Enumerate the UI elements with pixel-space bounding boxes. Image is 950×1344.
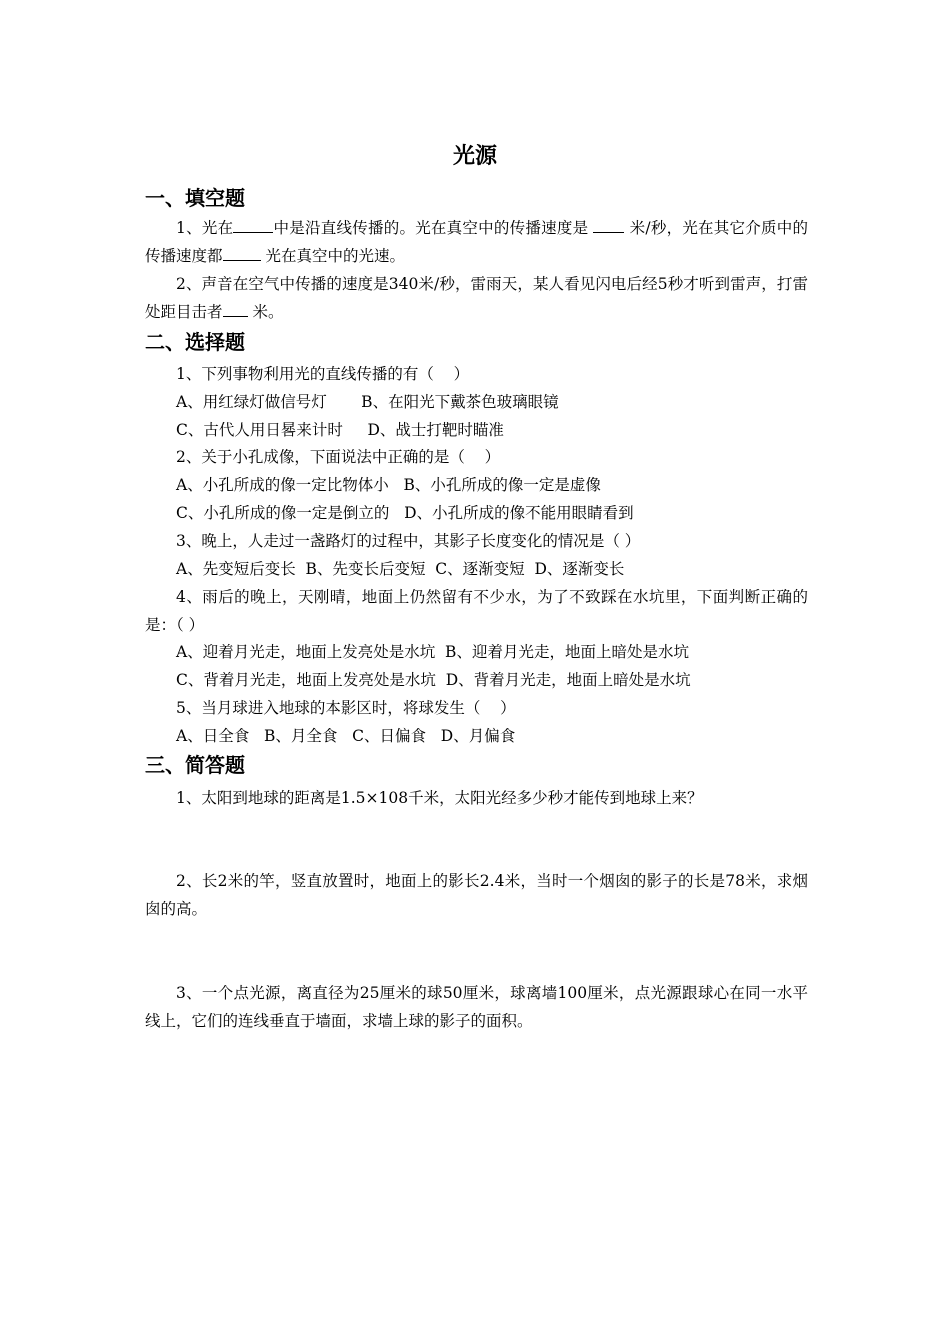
- choice-options-2cd: C、小孔所成的像一定是倒立的 D、小孔所成的像不能用眼睛看到: [176, 504, 634, 522]
- choice-question-2: 2、关于小孔成像，下面说法中正确的是（ ）: [176, 448, 501, 466]
- answer-blank[interactable]: [223, 298, 248, 317]
- choice-question-1: 1、下列事物利用光的直线传播的有（ ）: [176, 365, 470, 383]
- fill-blank-q1-text-c: 米/秒，光在其它介质中的传播速度都: [145, 219, 808, 265]
- fill-blank-q2-text-b: 米。: [247, 303, 284, 321]
- answer-blank[interactable]: [593, 214, 624, 233]
- fill-blank-question-2: [145, 270, 808, 326]
- section-heading-fill-blank: 一、填空题: [145, 186, 245, 210]
- fill-blank-q2-text-a: 2、声音在空气中传播的速度是340米/秒，雷雨天，某人看见闪电后经5秒才听到雷声，打雷处距目击者: [145, 275, 808, 321]
- short-answer-question-2: 2、长2米的竿，竖直放置时，地面上的影长2.4米，当时一个烟囱的影子的长是78米，求烟囱的高。: [145, 872, 808, 918]
- fill-blank-q1-text-a: 1、光在: [176, 219, 234, 237]
- fill-blank-q1-text-b: 中是沿直线传播的。光在真空中的传播速度是: [273, 219, 594, 237]
- short-answer-question-1: 1、太阳到地球的距离是1.5×108千米，太阳光经多少秒才能传到地球上来？: [176, 789, 703, 807]
- choice-options-4ab: A、迎着月光走，地面上发亮处是水坑 B、迎着月光走，地面上暗处是水坑: [176, 643, 689, 661]
- section-heading-multiple-choice: 二、选择题: [145, 330, 245, 354]
- answer-blank[interactable]: [233, 214, 273, 233]
- section-heading-short-answer: 三、简答题: [145, 753, 245, 777]
- short-answer-question-3: 3、一个点光源，离直径为25厘米的球50厘米，球离墙100厘米，点光源跟球心在同一水平线上，它们的连线垂直于墙面，求墙上球的影子的面积。: [145, 984, 808, 1030]
- document-title: 光源: [452, 144, 497, 169]
- choice-options-5: A、日全食 B、月全食 C、日偏食 D、月偏食: [176, 727, 516, 745]
- choice-options-1ab: A、用红绿灯做信号灯 B、在阳光下戴茶色玻璃眼镜: [176, 393, 559, 411]
- choice-options-1cd: C、古代人用日晷来计时 D、战士打靶时瞄准: [176, 421, 504, 439]
- choice-options-2ab: A、小孔所成的像一定比物体小 B、小孔所成的像一定是虚像: [176, 476, 601, 494]
- fill-blank-question-1: [145, 214, 808, 270]
- choice-question-4: 4、雨后的晚上，天刚晴，地面上仍然留有不少水，为了不致踩在水坑里，下面判断正确的是：（ ）: [145, 588, 808, 634]
- choice-question-3: 3、晚上，人走过一盏路灯的过程中，其影子长度变化的情况是（ ）: [176, 532, 641, 550]
- choice-options-4cd: C、背着月光走，地面上发亮处是水坑 D、背着月光走，地面上暗处是水坑: [176, 671, 691, 689]
- fill-blank-q1-text-d: 光在真空中的光速。: [260, 247, 405, 265]
- choice-options-3: A、先变短后变长 B、先变长后变短 C、逐渐变短 D、逐渐变长: [176, 560, 625, 578]
- choice-question-5: 5、当月球进入地球的本影区时，将球发生（ ）: [176, 699, 516, 717]
- answer-blank[interactable]: [223, 242, 261, 261]
